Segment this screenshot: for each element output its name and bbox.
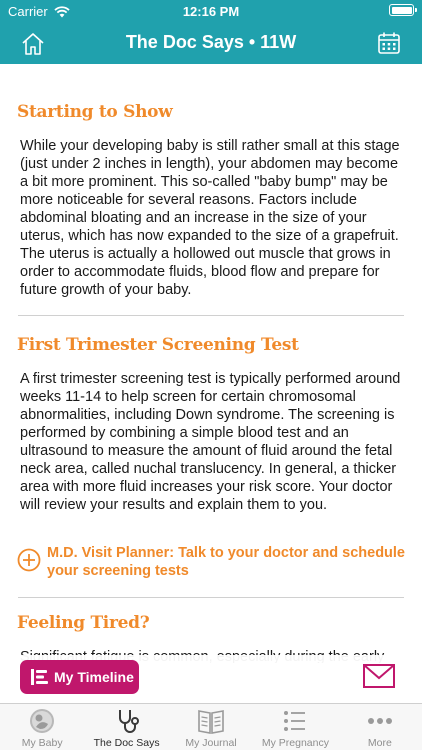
stethoscope-icon <box>112 707 142 735</box>
status-bar <box>0 0 422 24</box>
carrier-label: Carrier <box>8 4 48 19</box>
article-content[interactable] <box>0 64 422 663</box>
tab-my-baby[interactable] <box>0 704 84 750</box>
baby-icon <box>27 707 57 735</box>
section-divider <box>18 315 404 316</box>
status-right <box>389 4 414 16</box>
floating-action-bar <box>0 655 422 703</box>
mail-icon[interactable] <box>362 663 396 689</box>
more-icon <box>365 707 395 735</box>
battery-icon <box>389 4 414 16</box>
plus-circle-icon <box>17 548 41 572</box>
tab-label: More <box>367 737 392 749</box>
section-title-screening-test: First Trimester Screening Test <box>17 335 299 355</box>
nav-bar <box>0 24 422 64</box>
page-title: The Doc Says • 11W <box>125 32 297 52</box>
status-time: 12:16 PM <box>182 4 240 19</box>
tab-my-journal[interactable] <box>169 704 253 750</box>
tab-the-doc-says[interactable] <box>84 704 168 750</box>
tab-label: My Journal <box>185 737 237 749</box>
my-timeline-button[interactable] <box>20 660 139 694</box>
section-title-starting-to-show: Starting to Show <box>17 102 173 122</box>
section-body-starting-to-show: While your developing baby is still rather small at this stage (just under 2 inches in length), your abdomen may become a bit more prominent. This so-called "baby bump" may be more noticeable for several reasons. Factors include abdominal bloating and an increase in the size of your uterus, which has now expanded to the size of a grapefruit. The uterus is actually a hollowed out muscle that grows in order to accommodate fluids, blood flow and prepare for future growth of your baby. <box>20 138 400 298</box>
tab-label: My Pregnancy <box>261 737 329 749</box>
tab-bar <box>0 703 422 750</box>
tab-label: The Doc Says <box>93 737 160 749</box>
tab-my-pregnancy[interactable] <box>253 704 337 750</box>
section-title-feeling-tired: Feeling Tired? <box>17 613 150 633</box>
section-divider <box>18 597 404 598</box>
my-timeline-label: My Timeline <box>54 669 134 685</box>
journal-icon <box>196 707 226 735</box>
section-body-screening-test: A first trimester screening test is typically performed around weeks 11-14 to help screen for certain chromosomal abnormalities, including Down syndrome. The screening is performed by combining a simple blood test and an ultrasound to measure the amount of fluid around the fetal neck area, called nuchal translucency. In general, a thicker area with more fluid increases your risk score. Your doctor will review your results and explain them to you. <box>20 371 401 513</box>
tab-more[interactable] <box>338 704 422 750</box>
md-visit-planner-link[interactable] <box>17 544 407 580</box>
list-icon <box>280 707 310 735</box>
calendar-icon[interactable] <box>376 30 402 56</box>
md-visit-planner-text: M.D. Visit Planner: Talk to your doctor and schedule your screening tests <box>47 545 405 579</box>
timeline-icon <box>30 668 50 686</box>
tab-label: My Baby <box>21 737 63 749</box>
